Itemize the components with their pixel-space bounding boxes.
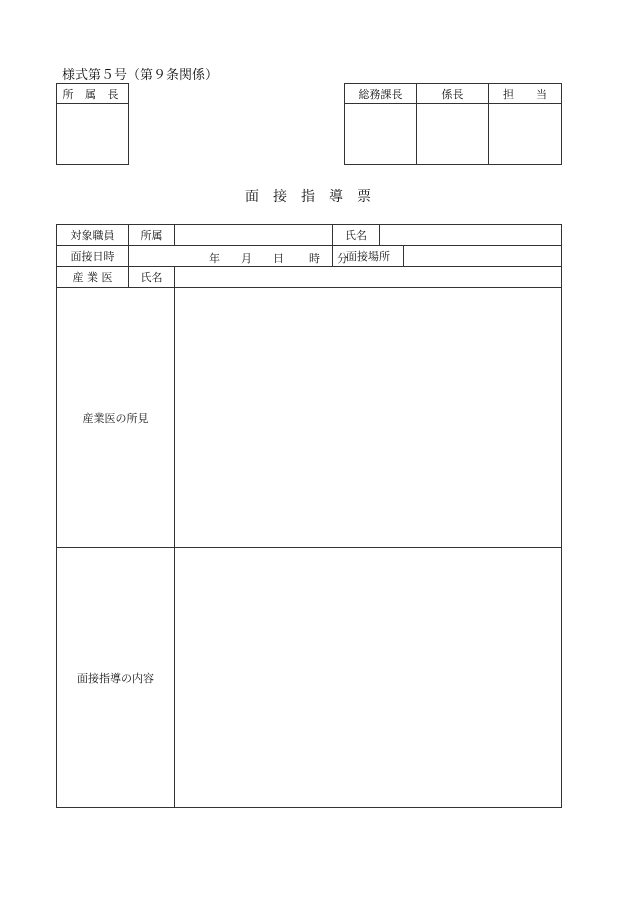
- name-field[interactable]: [380, 225, 562, 246]
- stamp-box-section-chief[interactable]: [417, 104, 489, 165]
- stamp-header-general-affairs: 総務課長: [345, 84, 417, 104]
- physician-name-label: 氏名: [129, 267, 175, 288]
- month-unit: 月: [241, 252, 252, 265]
- stamp-box-affiliation-chief[interactable]: [57, 104, 129, 165]
- hour-unit: 時: [309, 252, 320, 265]
- minute-unit: 分: [337, 252, 348, 265]
- stamp-box-staff[interactable]: [489, 104, 562, 165]
- form-number-label: 様式第５号（第９条関係）: [62, 68, 219, 83]
- stamp-header-affiliation-chief: 所 属 長: [57, 84, 129, 104]
- physician-findings-label: 産業医の所見: [57, 288, 175, 548]
- stamp-header-section-chief: 係長: [417, 84, 489, 104]
- interview-datetime-label: 面接日時: [57, 246, 129, 267]
- interview-table: [56, 224, 562, 808]
- interview-location-label: 面接場所: [333, 246, 404, 267]
- stamp-table-right: [344, 83, 562, 165]
- stamp-table-left: [56, 83, 129, 165]
- affiliation-field[interactable]: [175, 225, 333, 246]
- interview-location-field[interactable]: [404, 246, 562, 267]
- interview-datetime-field[interactable]: [129, 246, 348, 267]
- stamp-box-general-affairs[interactable]: [345, 104, 417, 165]
- industrial-physician-label: 産 業 医: [57, 267, 129, 288]
- interview-content-label: 面接指導の内容: [57, 548, 175, 808]
- year-unit: 年: [209, 252, 220, 265]
- physician-name-field[interactable]: [175, 267, 562, 288]
- page-title: 面接指導票: [245, 189, 385, 205]
- day-unit: 日: [273, 252, 284, 265]
- stamp-header-staff: 担 当: [489, 84, 562, 104]
- name-label: 氏名: [333, 225, 380, 246]
- physician-findings-field[interactable]: [175, 288, 562, 548]
- interview-content-field[interactable]: [175, 548, 562, 808]
- target-employee-label: 対象職員: [57, 225, 129, 246]
- affiliation-label: 所属: [129, 225, 175, 246]
